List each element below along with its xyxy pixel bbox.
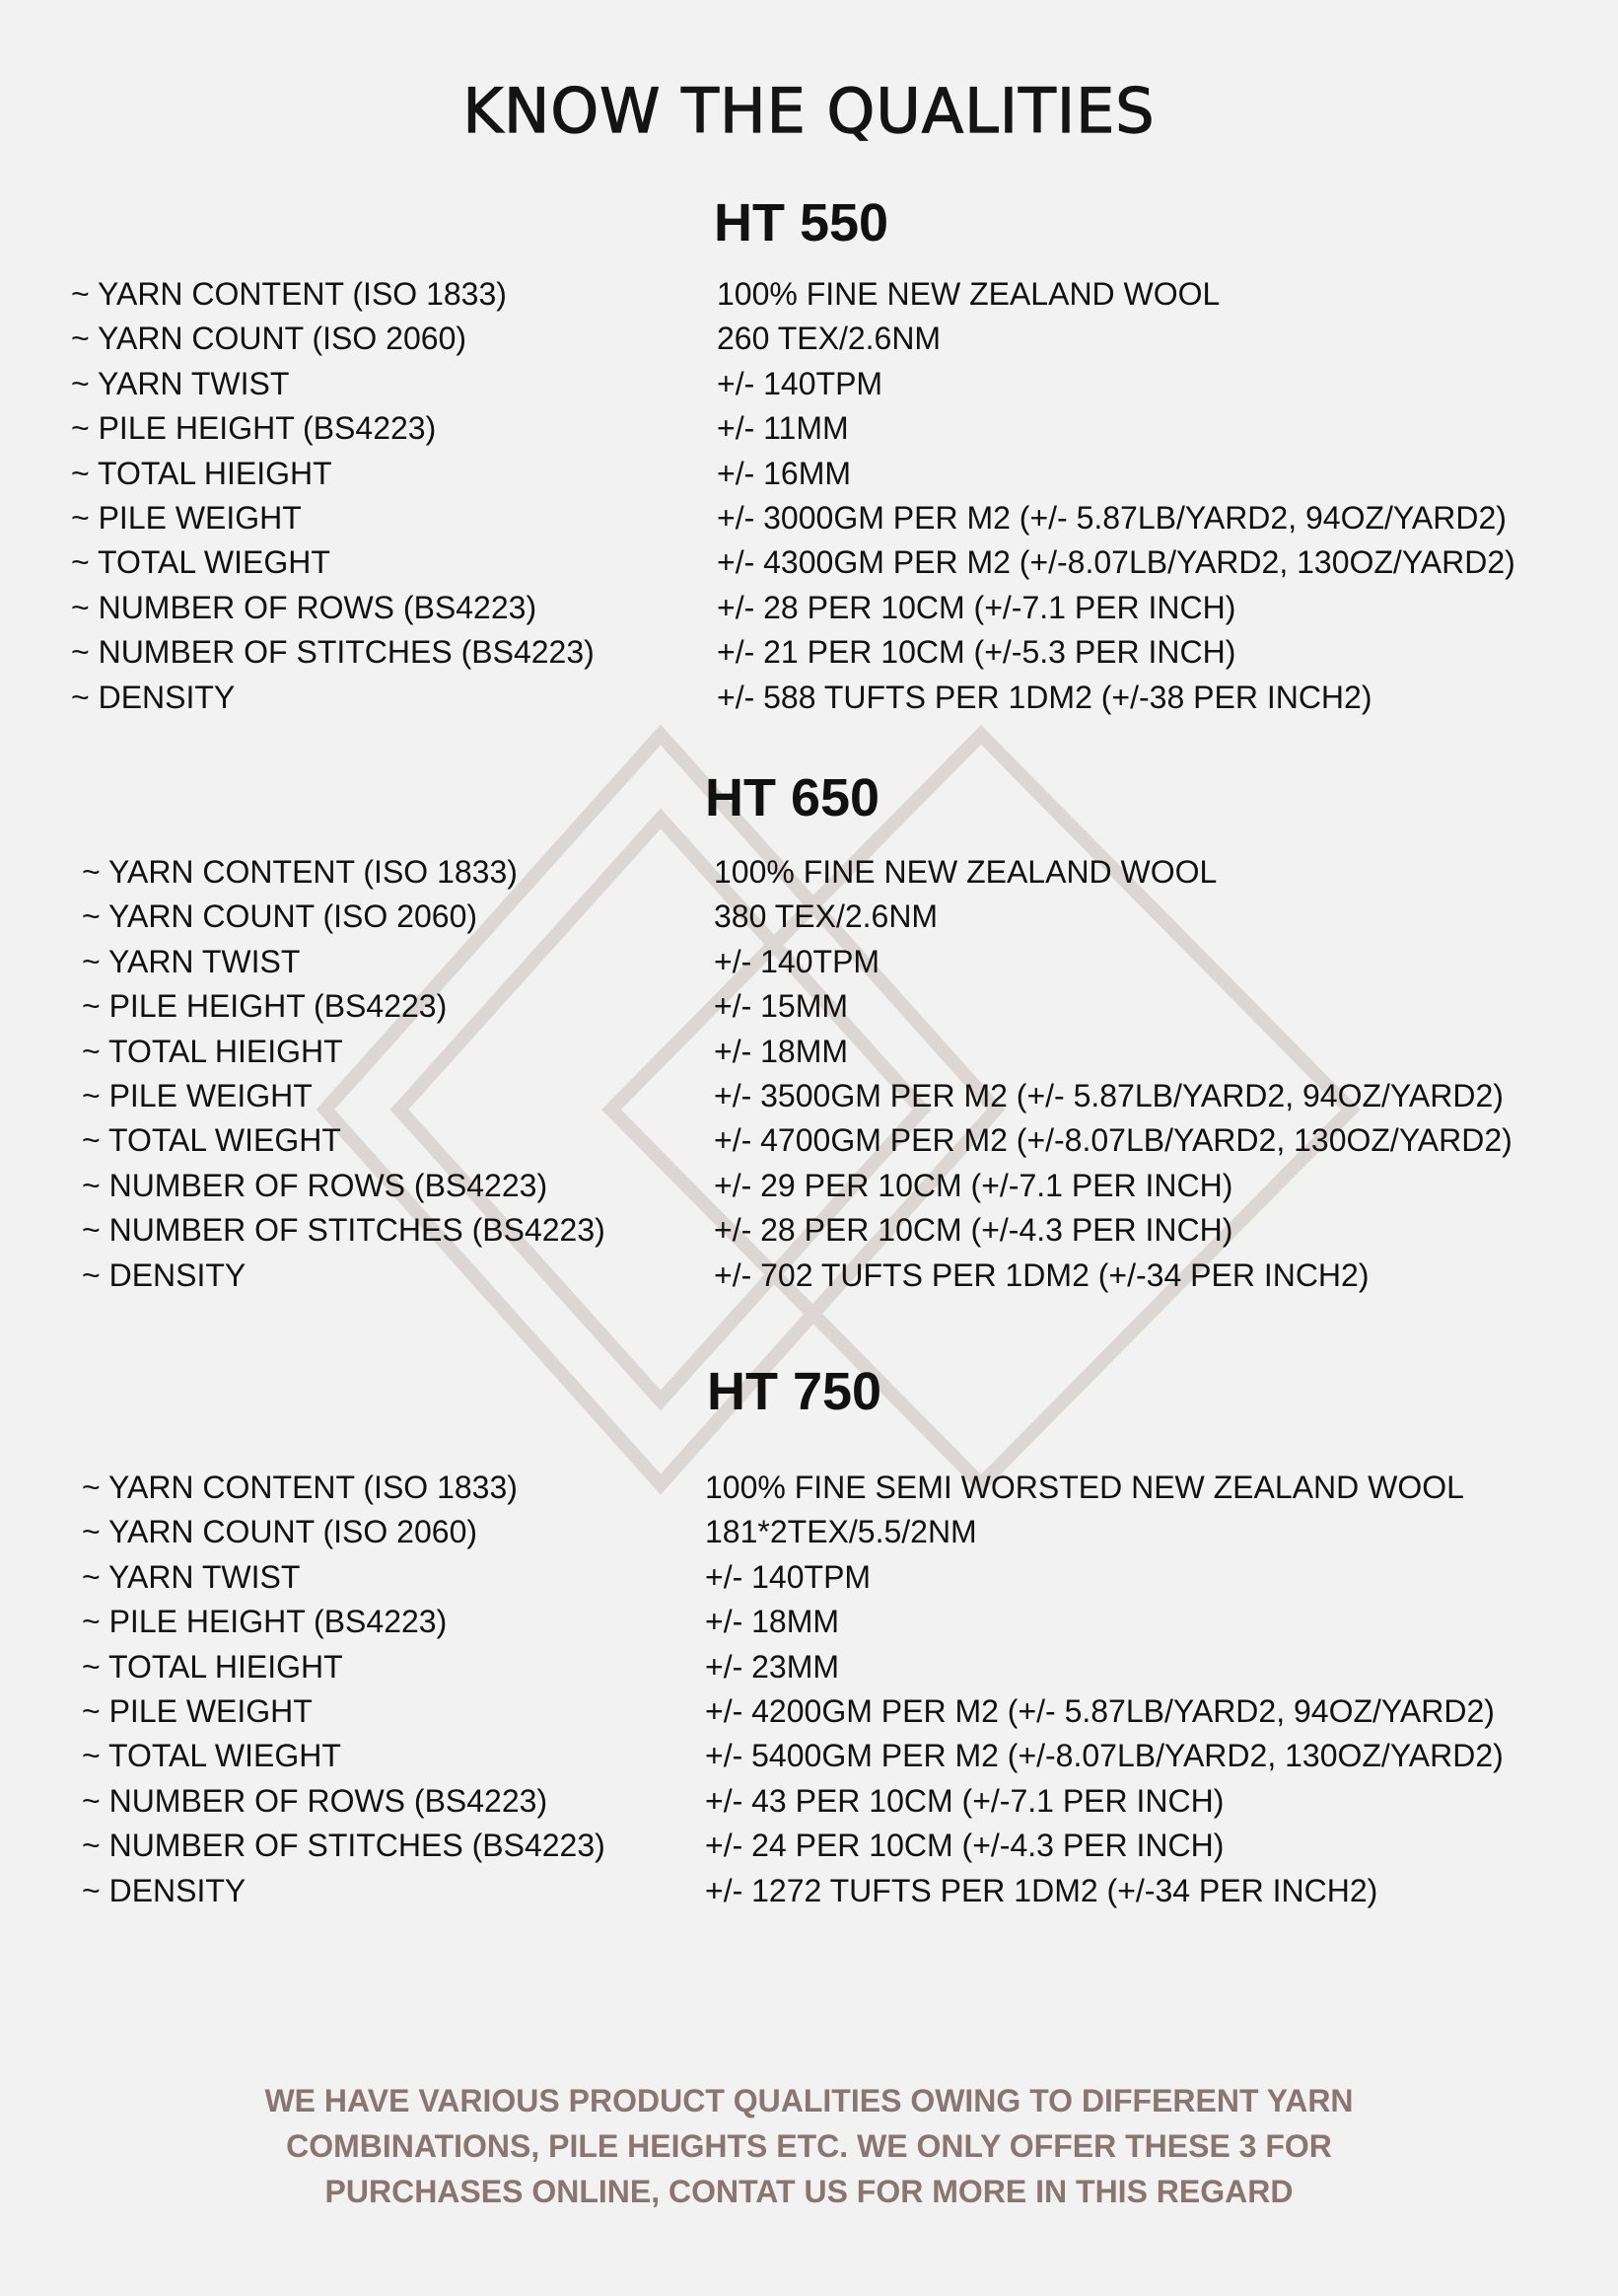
spec-value: +/- 23MM (705, 1648, 840, 1685)
spec-row (82, 1871, 1578, 1910)
spec-row (82, 1691, 1578, 1731)
spec-value: +/- 18MM (705, 1604, 840, 1640)
spec-row (71, 274, 1578, 314)
spec-label: ~ YARN COUNT (ISO 2060) (82, 1514, 478, 1550)
spec-label: ~ NUMBER OF STITCHES (BS4223) (71, 634, 595, 671)
spec-label: ~ PILE WEIGHT (71, 500, 302, 536)
spec-label: ~ YARN CONTENT (ISO 1833) (71, 276, 507, 312)
spec-value: 100% FINE SEMI WORSTED NEW ZEALAND WOOL (705, 1470, 1464, 1505)
spec-row (82, 1647, 1578, 1686)
spec-row (82, 897, 1578, 936)
spec-label: ~ TOTAL HIEIGHT (71, 455, 332, 491)
spec-label: ~ YARN CONTENT (ISO 1833) (82, 1470, 518, 1505)
spec-row (82, 1736, 1578, 1775)
spec-value: +/- 4300GM PER M2 (+/-8.07LB/YARD2, 130OZ/YARD2) (717, 544, 1515, 581)
spec-label: ~ PILE WEIGHT (82, 1078, 313, 1113)
spec-row (82, 1210, 1578, 1250)
spec-row (71, 498, 1578, 538)
spec-label: ~ YARN CONTENT (ISO 1833) (82, 854, 518, 890)
spec-value: 100% FINE NEW ZEALAND WOOL (714, 854, 1218, 890)
spec-value: +/- 702 TUFTS PER 1DM2 (+/-34 PER INCH2) (714, 1256, 1370, 1293)
spec-label: ~ PILE WEIGHT (82, 1693, 313, 1729)
spec-row (82, 1557, 1578, 1597)
spec-row (82, 1166, 1578, 1205)
spec-label: ~ PILE HEIGHT (BS4223) (82, 1604, 448, 1640)
spec-label: ~ NUMBER OF STITCHES (BS4223) (82, 1212, 605, 1249)
spec-value: 100% FINE NEW ZEALAND WOOL (717, 276, 1221, 312)
spec-row (71, 319, 1578, 358)
spec-label: ~ TOTAL WIEGHT (82, 1122, 341, 1159)
spec-value: +/- 15MM (714, 988, 849, 1025)
section-title-ht650: HT 650 (705, 768, 880, 827)
footer-line: WE HAVE VARIOUS PRODUCT QUALITIES OWING TO DIFFERENT YARN (264, 2083, 1354, 2118)
spec-row (71, 542, 1578, 582)
spec-row (71, 632, 1578, 672)
spec-label: ~ PILE HEIGHT (BS4223) (71, 410, 437, 447)
footer-line: PURCHASES ONLINE, CONTAT US FOR MORE IN THIS REGARD (324, 2174, 1294, 2209)
spec-value: +/- 4200GM PER M2 (+/- 5.87LB/YARD2, 94OZ/YARD2) (705, 1693, 1495, 1729)
spec-label: ~ PILE HEIGHT (BS4223) (82, 988, 448, 1025)
spec-label: ~ YARN COUNT (ISO 2060) (71, 321, 467, 357)
spec-value: +/- 4700GM PER M2 (+/-8.07LB/YARD2, 130OZ/YARD2) (714, 1122, 1512, 1159)
section-title-ht550: HT 550 (714, 193, 889, 252)
spec-row (82, 1512, 1578, 1551)
spec-row (82, 1602, 1578, 1641)
spec-label: ~ NUMBER OF ROWS (BS4223) (71, 589, 537, 625)
spec-row (82, 1781, 1578, 1821)
spec-row (82, 1076, 1578, 1115)
spec-value: +/- 588 TUFTS PER 1DM2 (+/-38 PER INCH2) (717, 679, 1372, 715)
spec-row (82, 1120, 1578, 1160)
spec-value: +/- 43 PER 10CM (+/-7.1 PER INCH) (705, 1782, 1225, 1819)
spec-value: +/- 29 PER 10CM (+/-7.1 PER INCH) (714, 1167, 1233, 1203)
spec-row (71, 454, 1578, 493)
spec-value: 181*2TEX/5.5/2NM (705, 1514, 977, 1550)
spec-row (82, 986, 1578, 1026)
spec-label: ~ YARN TWIST (82, 943, 301, 979)
spec-value: +/- 28 PER 10CM (+/-7.1 PER INCH) (717, 589, 1236, 625)
footer-note (0, 2078, 1618, 2214)
spec-label: ~ TOTAL WIEGHT (82, 1738, 341, 1774)
spec-value: +/- 3500GM PER M2 (+/- 5.87LB/YARD2, 94OZ/YARD2) (714, 1078, 1504, 1113)
spec-row (71, 678, 1578, 717)
spec-label: ~ DENSITY (82, 1872, 246, 1908)
spec-value: +/- 18MM (714, 1033, 849, 1069)
spec-row (82, 1032, 1578, 1071)
spec-value: +/- 24 PER 10CM (+/-4.3 PER INCH) (705, 1828, 1225, 1864)
spec-value: +/- 28 PER 10CM (+/-4.3 PER INCH) (714, 1212, 1233, 1249)
spec-label: ~ YARN TWIST (71, 365, 290, 401)
spec-value: +/- 16MM (717, 455, 852, 491)
spec-row (71, 588, 1578, 627)
spec-label: ~ TOTAL HIEIGHT (82, 1648, 343, 1685)
spec-row (82, 1256, 1578, 1295)
spec-value: 260 TEX/2.6NM (717, 321, 942, 357)
spec-row (82, 1826, 1578, 1865)
spec-value: +/- 3000GM PER M2 (+/- 5.87LB/YARD2, 94OZ/YARD2) (717, 500, 1507, 536)
spec-value: +/- 11MM (717, 410, 849, 447)
spec-value: +/- 140TPM (705, 1558, 872, 1595)
spec-label: ~ NUMBER OF STITCHES (BS4223) (82, 1828, 605, 1864)
spec-label: ~ TOTAL HIEIGHT (82, 1033, 343, 1069)
spec-row (71, 408, 1578, 448)
spec-label: ~ DENSITY (82, 1256, 246, 1293)
spec-value: +/- 5400GM PER M2 (+/-8.07LB/YARD2, 130OZ/YARD2) (705, 1738, 1504, 1774)
spec-value: +/- 21 PER 10CM (+/-5.3 PER INCH) (717, 634, 1236, 671)
spec-value: +/- 140TPM (714, 943, 880, 979)
spec-label: ~ TOTAL WIEGHT (71, 544, 330, 581)
spec-row (82, 942, 1578, 981)
spec-label: ~ YARN TWIST (82, 1558, 301, 1595)
spec-label: ~ DENSITY (71, 679, 236, 715)
spec-label: ~ NUMBER OF ROWS (BS4223) (82, 1167, 548, 1203)
page-title: KNOW THE QUALITIES (462, 75, 1156, 147)
spec-label: ~ YARN COUNT (ISO 2060) (82, 898, 478, 935)
spec-value: +/- 1272 TUFTS PER 1DM2 (+/-34 PER INCH2) (705, 1872, 1378, 1908)
spec-row (82, 852, 1578, 892)
spec-label: ~ NUMBER OF ROWS (BS4223) (82, 1782, 548, 1819)
spec-row (71, 364, 1578, 403)
spec-row (82, 1468, 1578, 1507)
spec-value: 380 TEX/2.6NM (714, 898, 939, 935)
section-title-ht750: HT 750 (707, 1362, 882, 1421)
footer-line: COMBINATIONS, PILE HEIGHTS ETC. WE ONLY OFFER THESE 3 FOR (286, 2128, 1332, 2164)
spec-value: +/- 140TPM (717, 365, 883, 401)
